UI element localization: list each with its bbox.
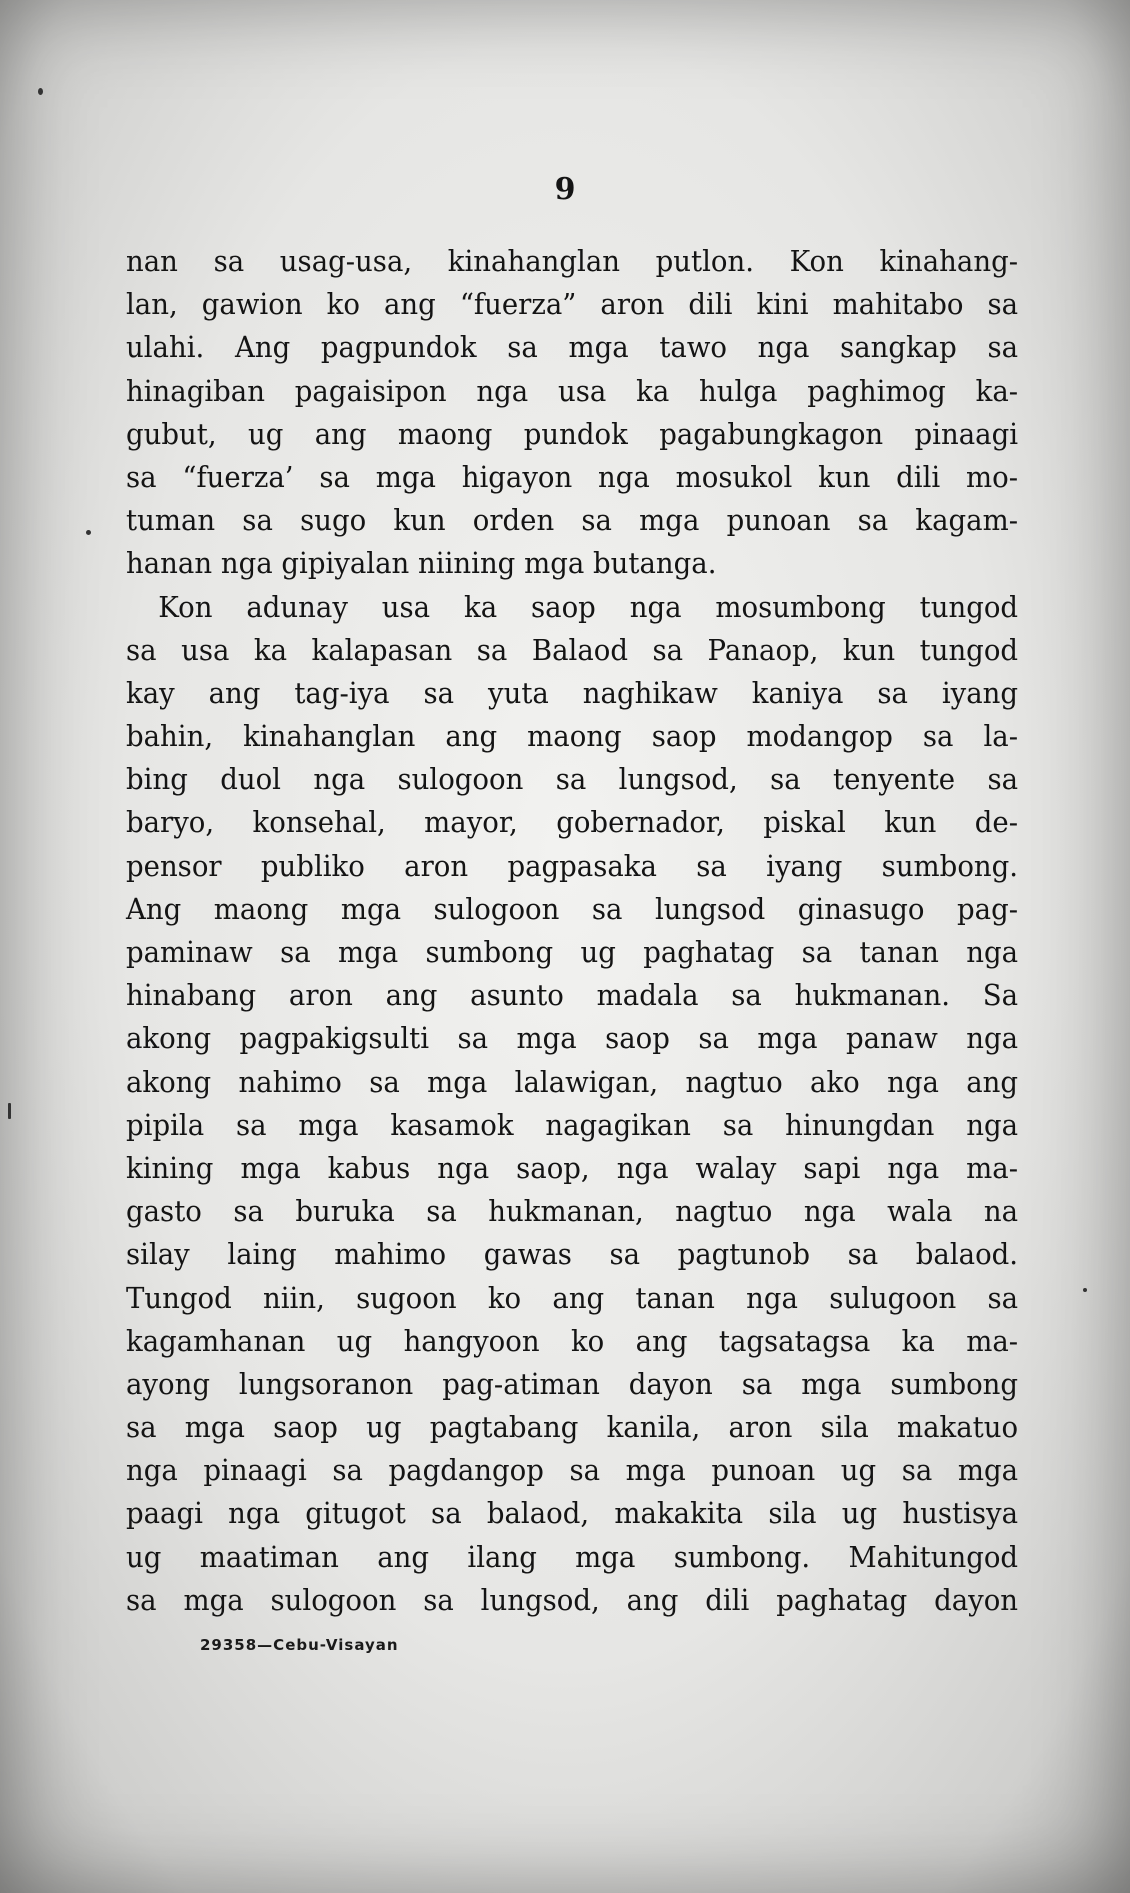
text-line: akong nahimo sa mga lalawigan, nagtuo ako nga ang — [126, 1064, 1019, 1099]
text-line: silay laing mahimo gawas sa pagtunob sa balaod. — [126, 1237, 1019, 1272]
text-line: akong pagpakigsulti sa mga saop sa mga panaw nga — [126, 1021, 1019, 1056]
text-line: hinagiban pagaisipon nga usa ka hulga paghimog ka- — [126, 373, 1019, 408]
text-line: ulahi. Ang pagpundok sa mga tawo nga sangkap sa — [126, 330, 1019, 365]
text-line: gubut, ug ang maong pundok pagabungkagon pinaagi — [126, 416, 1019, 451]
text-line: nan sa usag-usa, kinahanglan putlon. Kon kinahang- — [126, 244, 1019, 278]
text-line: hinabang aron ang asunto madala sa hukmanan. Sa — [126, 978, 1019, 1013]
text-line: bing duol nga sulogoon sa lungsod, sa tenyente sa — [126, 762, 1019, 797]
text-line: sa “fuerza’ sa mga higayon nga mosukol kun dili mo- — [126, 459, 1019, 494]
text-line: paagi nga gitugot sa balaod, makakita sila ug hustisya — [126, 1496, 1019, 1531]
text-line: sa usa ka kalapasan sa Balaod sa Panaop, kun tungod — [126, 632, 1019, 667]
text-line: baryo, konsehal, mayor, gobernador, piskal kun de- — [126, 805, 1019, 840]
text-line: Ang maong mga sulogoon sa lungsod ginasugo pag- — [126, 891, 1019, 926]
text-line: kining mga kabus nga saop, nga walay sapi nga ma- — [126, 1150, 1019, 1185]
text-line: paminaw sa mga sumbong ug paghatag sa tanan nga — [126, 935, 1019, 969]
text-line: bahin, kinahanglan ang maong saop modangop sa la- — [126, 719, 1019, 754]
scan-speck — [8, 1103, 11, 1119]
text-line: hanan nga gipiyalan niining mga butanga. — [126, 546, 717, 581]
body-text — [126, 240, 1018, 1622]
text-line: sa mga sulogoon sa lungsod, ang dili paghatag dayon — [126, 1582, 1019, 1617]
text-line: Tungod niin, sugoon ko ang tanan nga sulugoon sa — [126, 1280, 1019, 1315]
text-line: kay ang tag-iya sa yuta naghikaw kaniya sa iyang — [126, 675, 1019, 710]
text-line: sa mga saop ug pagtabang kanila, aron sila makatuo — [126, 1410, 1019, 1445]
page-number: 9 — [554, 172, 576, 207]
text-line: tuman sa sugo kun orden sa mga punoan sa kagam- — [126, 503, 1019, 538]
text-line: ug maatiman ang ilang mga sumbong. Mahitungod — [126, 1539, 1019, 1574]
scan-speck — [38, 88, 43, 95]
text-line: nga pinaagi sa pagdangop sa mga punoan ug sa mga — [126, 1453, 1019, 1488]
text-line: pensor publiko aron pagpasaka sa iyang sumbong. — [126, 848, 1019, 883]
text-line: ayong lungsoranon pag-atiman dayon sa mga sumbong — [126, 1366, 1019, 1401]
scan-speck — [1083, 1288, 1087, 1292]
text-line: Kon adunay usa ka saop nga mosumbong tungod — [158, 589, 1019, 624]
printer-footer: 29358—Cebu-Visayan — [200, 1636, 399, 1654]
text-line: kagamhanan ug hangyoon ko ang tagsatagsa ka ma- — [126, 1323, 1019, 1358]
text-line: pipila sa mga kasamok nagagikan sa hinungdan nga — [126, 1107, 1019, 1142]
text-line: gasto sa buruka sa hukmanan, nagtuo nga wala na — [126, 1194, 1019, 1229]
scan-speck — [86, 530, 91, 535]
text-line: lan, gawion ko ang “fuerza” aron dili kini mahitabo sa — [126, 287, 1019, 322]
